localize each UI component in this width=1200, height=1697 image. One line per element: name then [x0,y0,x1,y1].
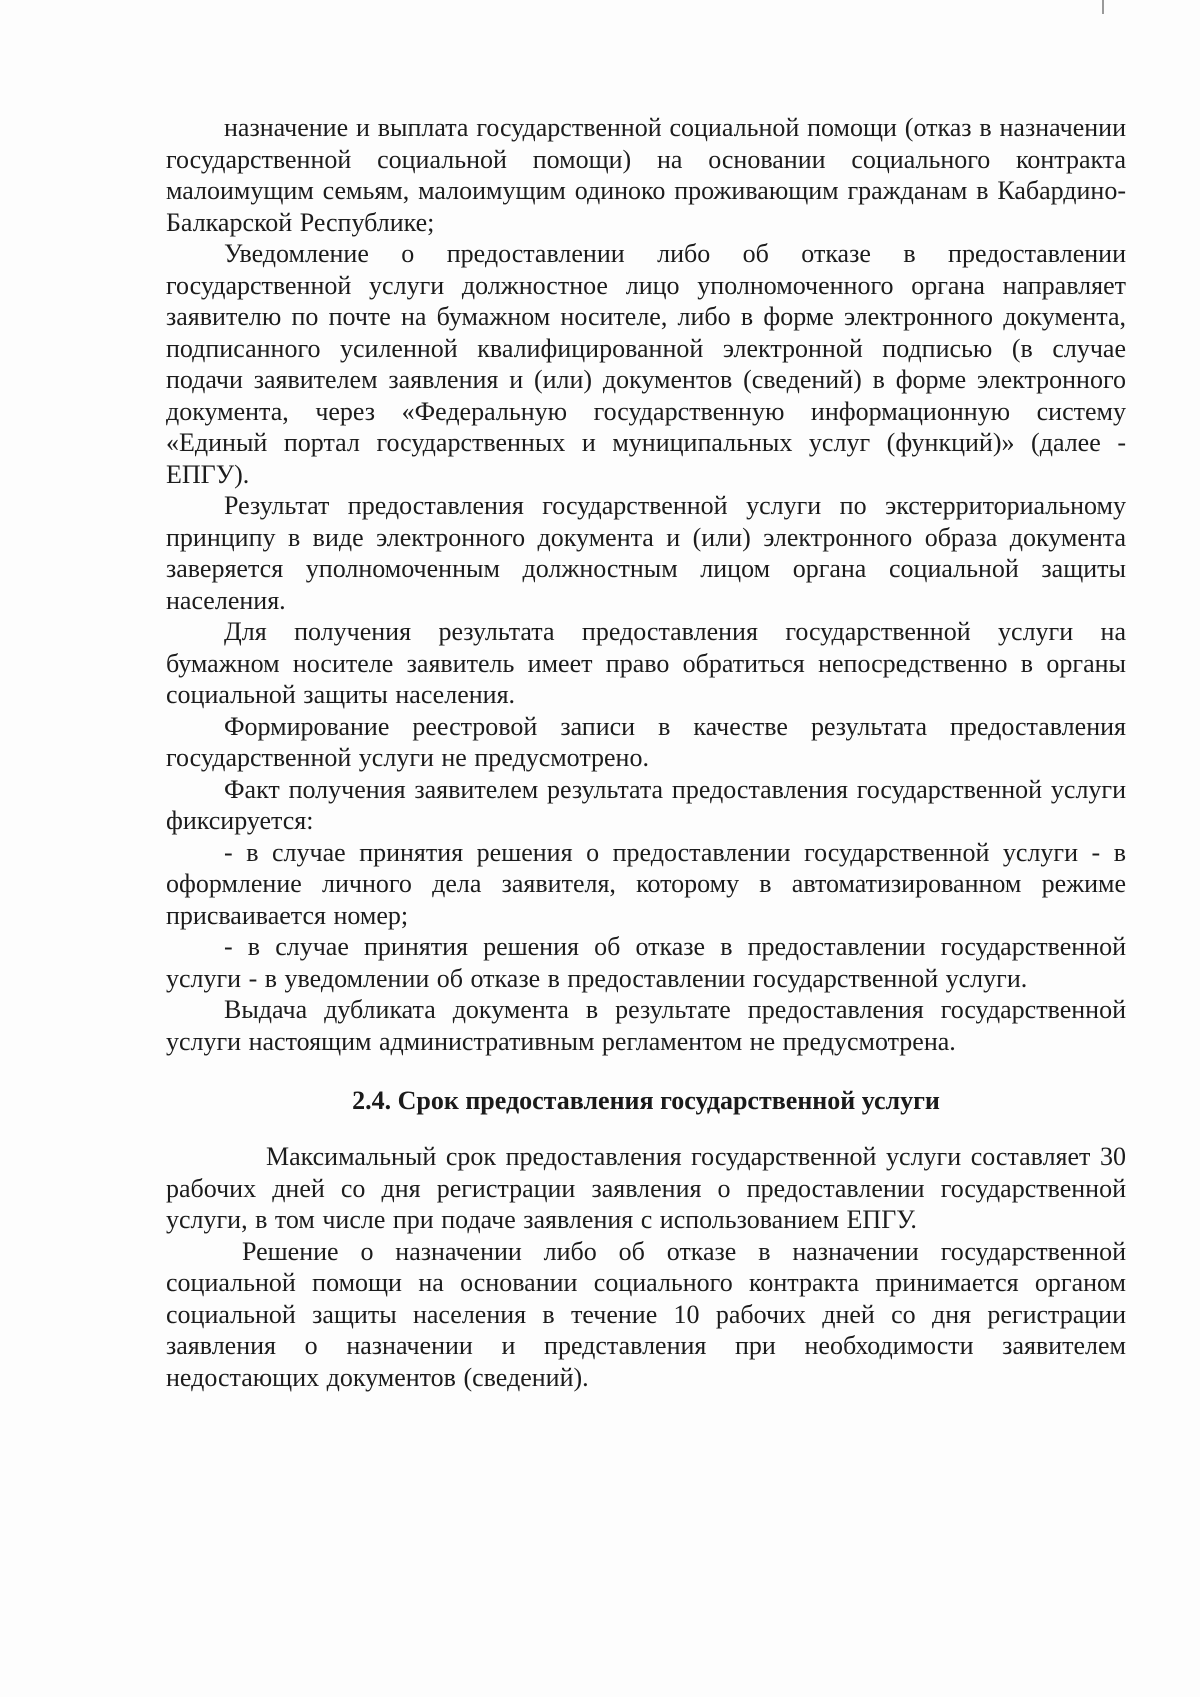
paragraph-paper-result: Для получения результата предоставления государственной услуги на бумажном носителе заявитель имеет право обратиться непосредственно в органы социальной защиты населения. [166,617,1126,709]
scan-edge-mark [1102,0,1104,14]
paragraph-notification: Уведомление о предоставлении либо об отказе в предоставлении государственной услуги должностное лицо уполномоченного органа направляет заявителю по почте на бумажном носителе, либо в форме электронного документа, подписанного усиленной квалифицированной электронной подписью (в случае подачи заявителем заявления и (или) документов (сведений) в форме электронного документа, через «Федеральную государственную информационную систему «Единый портал государственных и муниципальных услуг (функций)» (далее - ЕПГУ). [166,239,1126,489]
paragraph-receipt-fact: Факт получения заявителем результата предоставления государственной услуги фиксируется: [166,774,1126,835]
paragraph-max-term: Максимальный срок предоставления государственной услуги составляет 30 рабочих дней со дня регистрации заявления о предоставлении государственной услуги, в том числе при подаче заявления с использованием ЕПГУ. [166,1142,1126,1234]
paragraph-case-refused: - в случае принятия решения об отказе в предоставлении государственной услуги - в уведомлении об отказе в предоставлении государственной услуги. [166,932,1126,993]
paragraph-case-granted: - в случае принятия решения о предоставлении государственной услуги - в оформление личного дела заявителя, которому в автоматизированном режиме присваивается номер; [166,837,1126,930]
paragraph-registry-record: Формирование реестровой записи в качестве результата предоставления государственной услуги не предусмотрено. [166,711,1126,772]
section-heading-2-4: 2.4. Срок предоставления государственной услуги [352,1086,940,1115]
paragraph-assignment-of-aid: назначение и выплата государственной социальной помощи (отказ в назначении государственной социальной помощи) на основании социального контракта малоимущим семьям, малоимущим одиноко проживающим гражданам в Кабардино-Балкарской Республике; [166,113,1126,237]
paragraph-extraterritorial-result: Результат предоставления государственной услуги по экстерриториальному принципу в виде электронного документа и (или) электронного образа документа заверяется уполномоченным должностным лицом органа социальной защиты населения. [166,491,1126,615]
document-body [166,112,1126,1393]
paragraph-decision-term: Решение о назначении либо об отказе в назначении государственной социальной помощи на основании социального контракта принимается органом социальной защиты населения в течение 10 рабочих дней со дня регистрации заявления о назначении и представления при необходимости заявителем недостающих документов (сведений). [166,1236,1126,1392]
paragraph-duplicate: Выдача дубликата документа в результате предоставления государственной услуги настоящим административным регламентом не предусмотрена. [166,995,1126,1056]
